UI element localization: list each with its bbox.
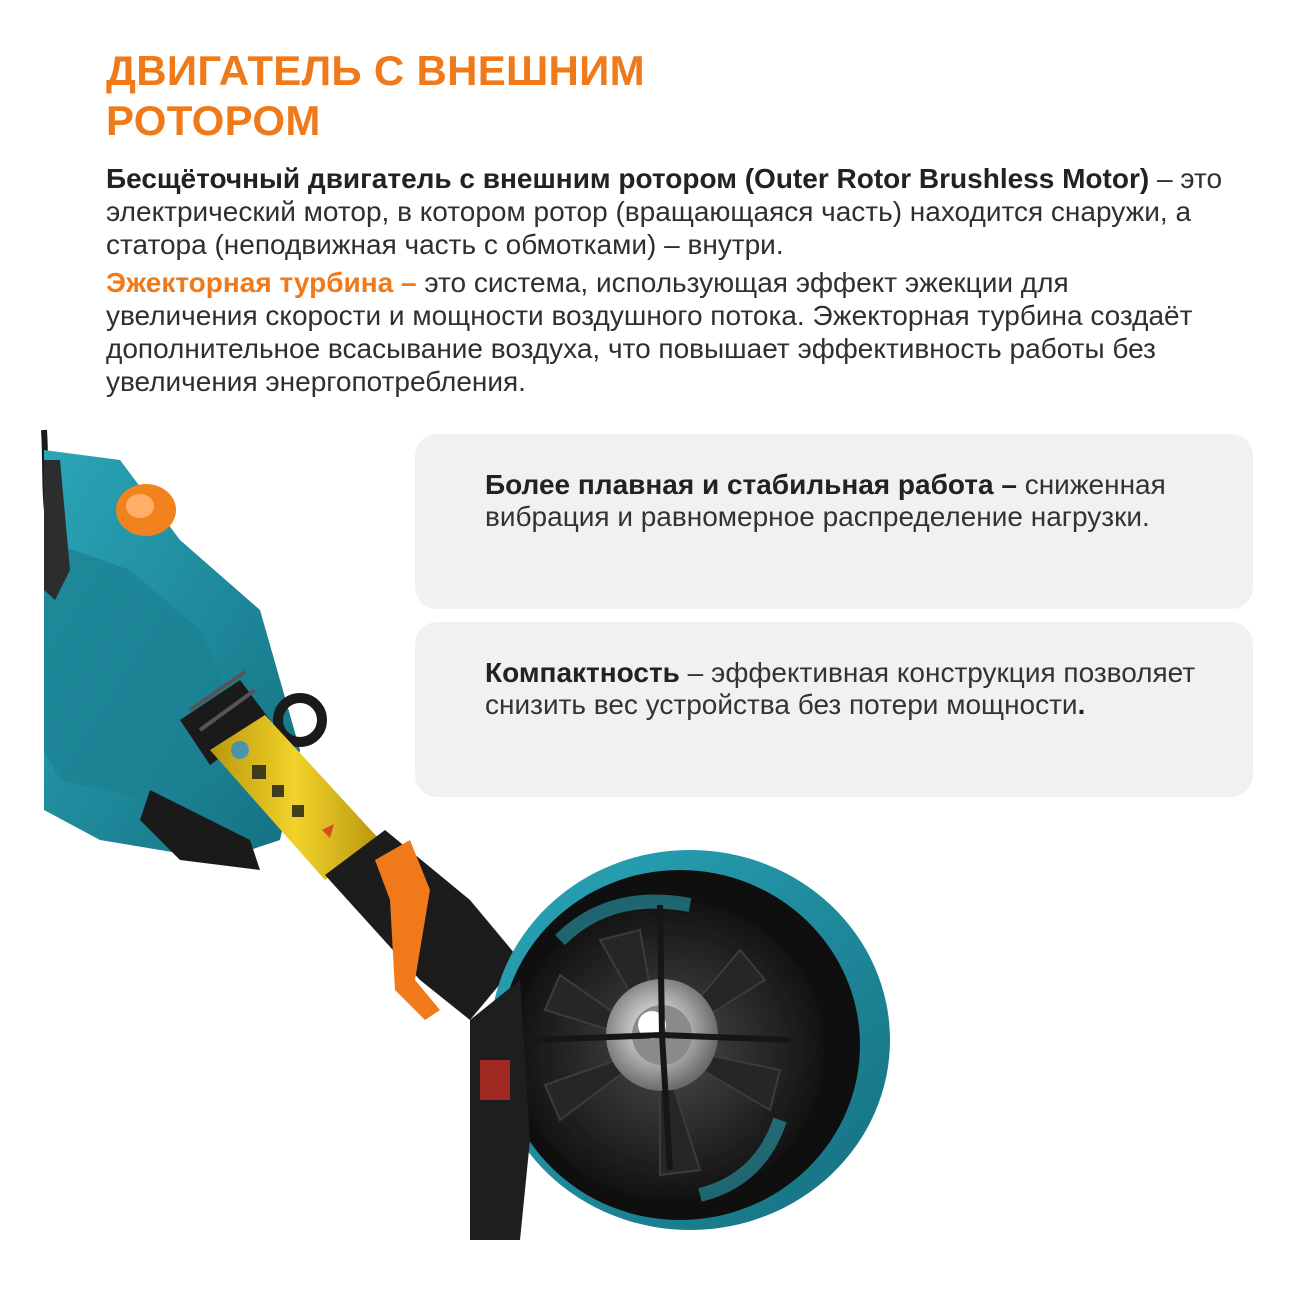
page-title bbox=[106, 46, 1006, 146]
feature-card-body: сниженная вибрация и равномерное распределение нагрузки. bbox=[485, 469, 1166, 532]
title-line-2: РОТОРОМ bbox=[106, 97, 321, 144]
feature-card-bold: Более плавная и стабильная работа – bbox=[485, 469, 1017, 500]
intro-text: – это электрический мотор, в котором ротор (вращающаяся часть) находится снаружи, а статора (неподвижная часть с обмотками) – внутри. bbox=[106, 163, 1223, 260]
feature-card-end: . bbox=[1077, 689, 1086, 720]
title-line-1: ДВИГАТЕЛЬ С ВНЕШНИМ bbox=[106, 47, 645, 94]
feature-card-text bbox=[485, 469, 1213, 533]
turbine-nozzle bbox=[470, 850, 890, 1240]
feature-card-body: – эффективная конструкция позволяет снизить вес устройства без потери мощности bbox=[485, 657, 1196, 720]
intro-bold: Бесщёточный двигатель с внешним ротором (Outer Rotor Brushless Motor) bbox=[106, 163, 1150, 194]
intro-paragraph bbox=[106, 162, 1226, 261]
ejector-paragraph bbox=[106, 266, 1226, 398]
feature-card-text bbox=[485, 657, 1213, 721]
feature-card-stable bbox=[415, 434, 1253, 609]
ejector-text: это система, использующая эффект эжекции для увеличения скорости и мощности воздушного потока. Эжекторная турбина создаёт дополнительное всасывание воздуха, что повышает эффективность работы без увеличения энергопотребления. bbox=[106, 267, 1193, 397]
ejector-accent: Эжекторная турбина – bbox=[106, 267, 417, 298]
feature-card-bold: Компактность bbox=[485, 657, 680, 688]
feature-card-compact bbox=[415, 622, 1253, 797]
